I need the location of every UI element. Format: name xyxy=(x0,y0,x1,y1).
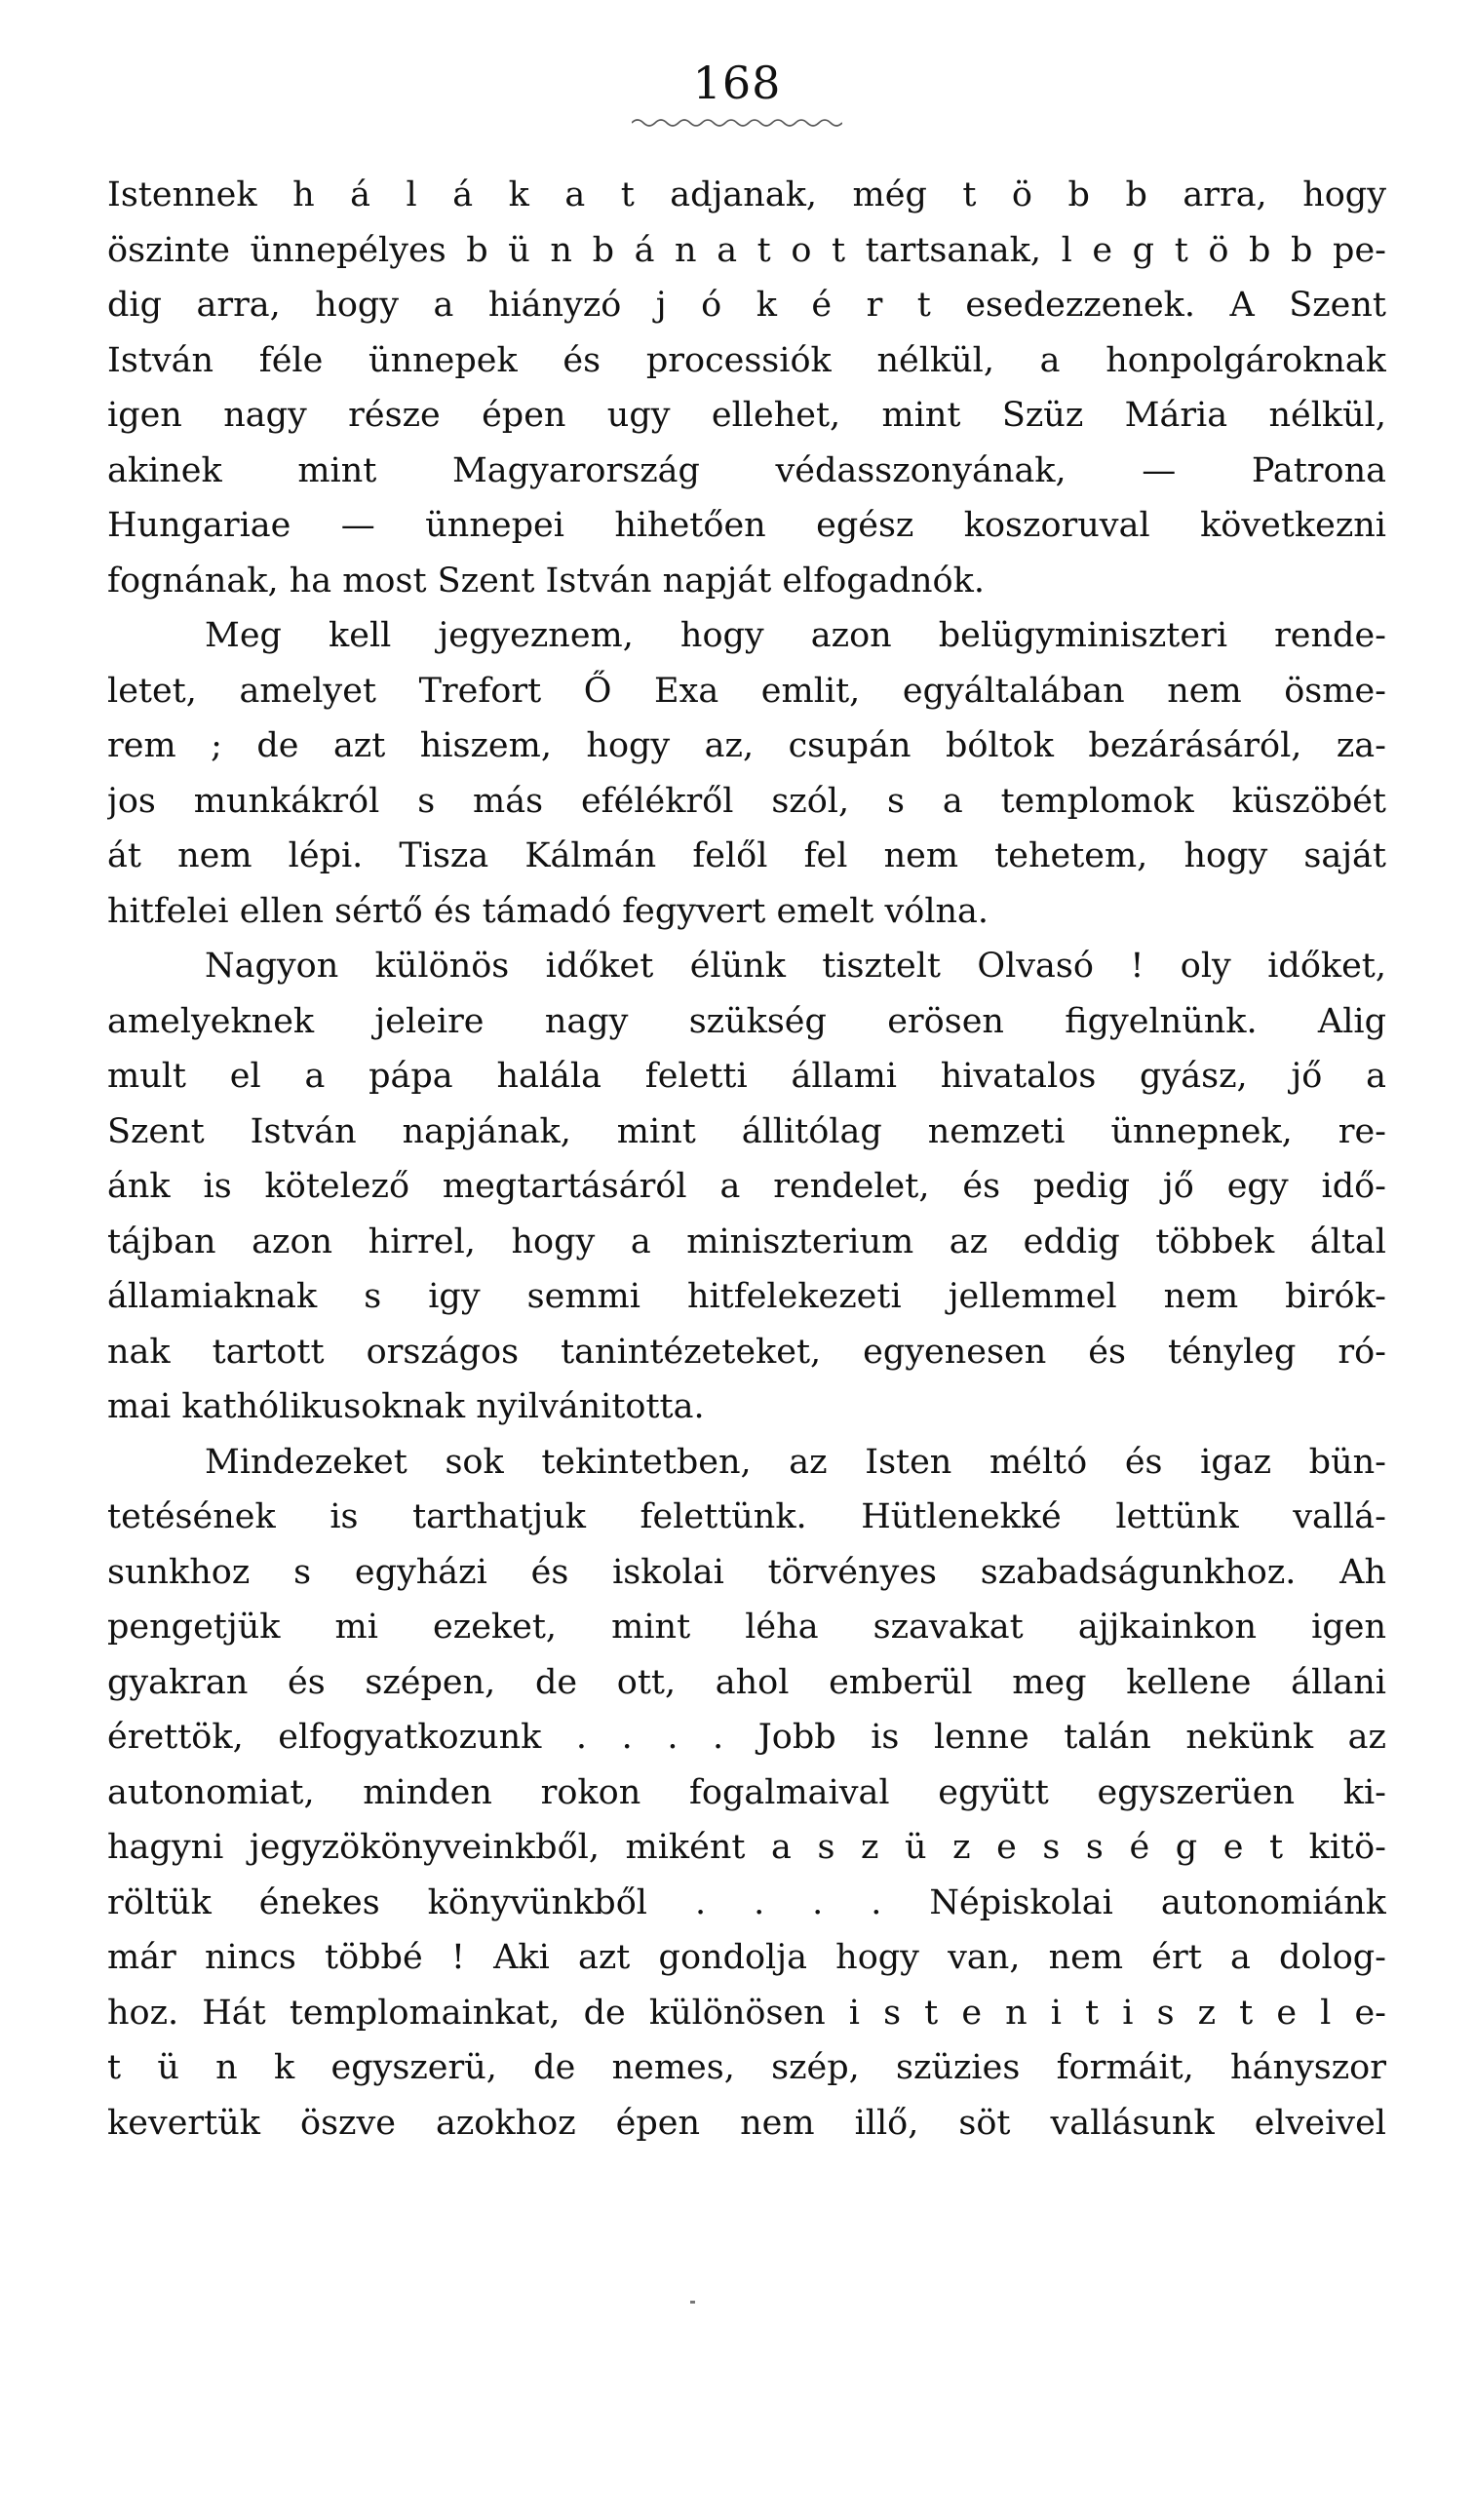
text-line: röltük énekes könyvünkből . . . . Népiskolai autonomiánk xyxy=(107,1882,1386,1922)
text-line: István féle ünnepek és processiók nélkül, a honpolgároknak xyxy=(107,340,1386,380)
paragraph-start-line: Mindezeket sok tekintetben, az Isten méltó és igaz bün- xyxy=(205,1442,1386,1482)
paragraph-end-line: mai kathólikusoknak nyilvánitotta. xyxy=(107,1387,705,1426)
page-body-text xyxy=(107,168,1386,2151)
text-line: jos munkákról s más efélékről szól, s a templomok küszöbét xyxy=(107,781,1386,821)
text-line: gyakran és szépen, de ott, ahol emberül meg kellene állani xyxy=(107,1662,1386,1702)
print-speck xyxy=(690,2301,695,2304)
text-line: át nem lépi. Tisza Kálmán felől fel nem tehetem, hogy saját xyxy=(107,836,1386,875)
text-line: igen nagy része épen ugy ellehet, mint Szüz Mária nélkül, xyxy=(107,396,1386,435)
text-line: hoz. Hát templomainkat, de különösen i s t e n i t i s z t e l e- xyxy=(107,1993,1386,2033)
paragraph-start-line: Meg kell jegyeznem, hogy azon belügyminiszteri rende- xyxy=(205,616,1386,655)
text-line: már nincs többé ! Aki azt gondolja hogy van, nem ért a dolog- xyxy=(107,1938,1386,1977)
text-line: ánk is kötelező megtartásáról a rendelet, és pedig jő egy idő- xyxy=(107,1167,1386,1206)
text-line: tájban azon hirrel, hogy a miniszterium az eddig többek által xyxy=(107,1221,1386,1261)
text-line: mult el a pápa halála feletti állami hivatalos gyász, jő a xyxy=(107,1057,1386,1096)
wavy-ornament-icon xyxy=(632,115,842,131)
text-line: Hungariae — ünnepei hihetően egész koszoruval következni xyxy=(107,506,1386,545)
text-line: Szent István napjának, mint állitólag nemzeti ünnepnek, re- xyxy=(107,1111,1386,1151)
text-line: letet, amelyet Trefort Ő Exa emlit, egyáltalában nem ösme- xyxy=(107,671,1386,711)
text-line: amelyeknek jeleire nagy szükség erösen figyelnünk. Alig xyxy=(107,1001,1386,1041)
text-line: öszinte ünnepélyes b ü n b á n a t o t tartsanak, l e g t ö b b pe- xyxy=(107,230,1386,270)
text-line: érettök, elfogyatkozunk . . . . Jobb is lenne talán nekünk az xyxy=(107,1718,1386,1757)
text-line: akinek mint Magyarország védasszonyának, — Patrona xyxy=(107,450,1386,490)
text-line: Istennek h á l á k a t adjanak, még t ö b b arra, hogy xyxy=(107,175,1386,214)
text-line: autonomiat, minden rokon fogalmaival együtt egyszerüen ki- xyxy=(107,1772,1386,1812)
text-line: sunkhoz s egyházi és iskolai törvényes szabadságunkhoz. Ah xyxy=(107,1552,1386,1592)
paragraph-end-line: hitfelei ellen sértő és támadó fegyvert emelt vólna. xyxy=(107,891,989,931)
text-line: pengetjük mi ezeket, mint léha szavakat ajjkainkon igen xyxy=(107,1608,1386,1647)
page-number: 168 xyxy=(692,57,782,109)
text-line: kevertük öszve azokhoz épen nem illő, söt vallásunk elveivel xyxy=(107,2103,1386,2143)
paragraph-end-line: fognának, ha most Szent István napját elfogadnók. xyxy=(107,561,985,601)
text-line: tetésének is tarthatjuk felettünk. Hütlenekké lettünk vallá- xyxy=(107,1497,1386,1536)
text-line: államiaknak s igy semmi hitfelekezeti jellemmel nem birók- xyxy=(107,1277,1386,1316)
paragraph-start-line: Nagyon különös időket élünk tisztelt Olvasó ! oly időket, xyxy=(205,947,1386,986)
text-line: t ü n k egyszerü, de nemes, szép, szüzies formáit, hányszor xyxy=(107,2048,1386,2087)
text-line: dig arra, hogy a hiányzó j ó k é r t esedezzenek. A Szent xyxy=(107,286,1386,325)
text-line: nak tartott országos tanintézeteket, egyenesen és tényleg ró- xyxy=(107,1332,1386,1372)
text-line: rem ; de azt hiszem, hogy az, csupán bóltok bezárásáról, za- xyxy=(107,726,1386,765)
text-line: hagyni jegyzökönyveinkből, miként a s z ü z e s s é g e t kitö- xyxy=(107,1828,1386,1867)
